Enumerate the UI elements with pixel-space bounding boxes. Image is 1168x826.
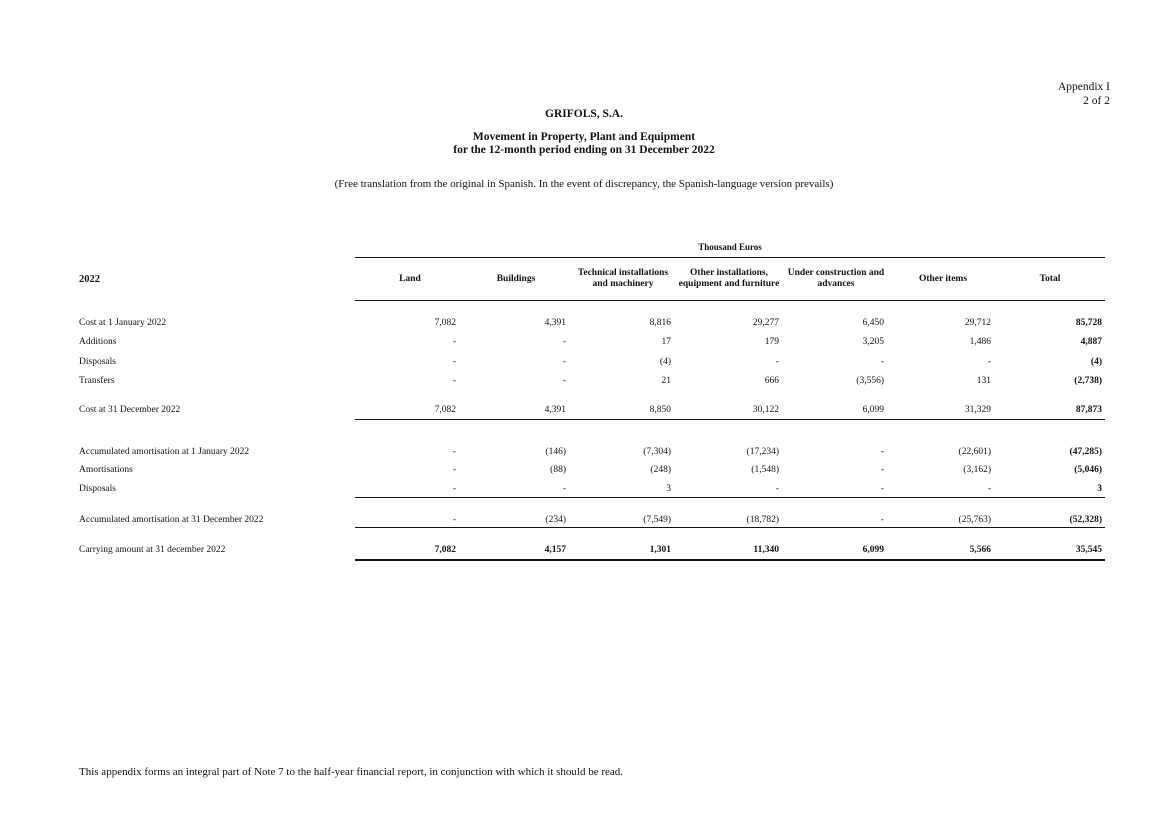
column-header: Technical installations and machinery [577, 268, 669, 289]
appendix-label [1058, 80, 1110, 108]
table-cell: (22,601) [958, 447, 991, 457]
table-cell: 29,712 [964, 318, 991, 328]
table-cell: 1,486 [969, 337, 991, 347]
table-cell: (4) [659, 357, 671, 367]
table-cell: 11,340 [753, 545, 779, 555]
table-cell: - [987, 484, 991, 494]
column-header: Under construction and advances [787, 268, 885, 289]
table-cell: - [775, 357, 779, 367]
table-cell: 3 [666, 484, 671, 494]
table-cell: (47,285) [1069, 447, 1102, 457]
table-cell: 17 [661, 337, 671, 347]
column-header: Land [399, 273, 421, 284]
table-cell: - [562, 376, 566, 386]
table-cell: 4,887 [1080, 337, 1102, 347]
table-cell: 21 [661, 376, 671, 386]
table-cell: - [452, 515, 456, 525]
table-rule [355, 559, 1105, 561]
table-cell: (7,304) [643, 447, 671, 457]
column-header: Total [1039, 273, 1061, 284]
table-cell: 6,099 [862, 405, 884, 415]
table-rule [355, 527, 1105, 528]
row-label: Cost at 31 December 2022 [79, 405, 181, 415]
column-header: Other installations, equipment and furniture [678, 268, 780, 289]
table-cell: (1,548) [751, 465, 779, 475]
table-cell: - [452, 337, 456, 347]
table-cell: 7,082 [434, 318, 456, 328]
title-line-2: for the 12-month period ending on 31 December 2022 [453, 144, 715, 156]
table-cell: 1,301 [649, 545, 671, 555]
table-cell: - [562, 337, 566, 347]
table-cell: (5,046) [1074, 465, 1102, 475]
table-cell: 7,082 [434, 545, 456, 555]
row-label: Carrying amount at 31 december 2022 [79, 545, 226, 555]
table-cell: 7,082 [434, 405, 456, 415]
table-cell: - [452, 484, 456, 494]
table-cell: - [452, 376, 456, 386]
table-cell: - [775, 484, 779, 494]
table-cell: 6,450 [862, 318, 884, 328]
footer-note: This appendix forms an integral part of Note 7 to the half-year financial report, in conjunction with which it should be read. [79, 766, 624, 778]
row-label: Transfers [79, 376, 115, 386]
table-cell: 8,850 [649, 405, 671, 415]
table-cell: (7,549) [643, 515, 671, 525]
table-rule [355, 419, 1105, 420]
table-cell: (146) [545, 447, 566, 457]
column-header: Other items [918, 273, 968, 284]
table-cell: - [880, 357, 884, 367]
table-cell: 8,816 [649, 318, 671, 328]
row-label: Accumulated amortisation at 1 January 2022 [79, 447, 250, 457]
table-cell: 5,566 [969, 545, 991, 555]
table-cell: - [880, 465, 884, 475]
row-label: Accumulated amortisation at 31 December 2022 [79, 515, 264, 525]
table-cell: - [880, 447, 884, 457]
translation-note: (Free translation from the original in Spanish. In the event of discrepancy, the Spanish-language version prevails) [334, 178, 834, 190]
table-cell: (3,556) [856, 376, 884, 386]
table-cell: 131 [976, 376, 991, 386]
table-cell: 30,122 [752, 405, 779, 415]
table-cell: (18,782) [746, 515, 779, 525]
title-line-1: Movement in Property, Plant and Equipment [472, 131, 696, 143]
table-cell: (234) [545, 515, 566, 525]
table-cell: - [562, 357, 566, 367]
page-indicator: 2 of 2 [1083, 95, 1110, 107]
table-cell: 3,205 [862, 337, 884, 347]
document-title [0, 131, 1168, 157]
table-rule [355, 300, 1105, 301]
row-label: Amortisations [79, 465, 133, 475]
table-cell: 85,728 [1075, 318, 1102, 328]
table-cell: 179 [764, 337, 779, 347]
table-cell: - [452, 357, 456, 367]
company-name: GRIFOLS, S.A. [545, 108, 623, 120]
table-cell: 3 [1097, 484, 1102, 494]
table-cell: 666 [764, 376, 779, 386]
table-cell: 6,099 [862, 545, 884, 555]
table-cell: 31,329 [964, 405, 991, 415]
table-cell: 4,157 [544, 545, 566, 555]
table-cell: (248) [650, 465, 671, 475]
table-cell: (25,763) [958, 515, 991, 525]
table-cell: 87,873 [1075, 405, 1102, 415]
row-label: Disposals [79, 357, 116, 367]
table-rule [355, 497, 1105, 498]
table-cell: (3,162) [963, 465, 991, 475]
column-header: Buildings [496, 273, 536, 284]
table-cell: - [452, 465, 456, 475]
unit-header: Thousand Euros [698, 242, 762, 252]
table-cell: (17,234) [746, 447, 779, 457]
table-cell: - [562, 484, 566, 494]
table-cell: 29,277 [752, 318, 779, 328]
appendix-number: Appendix I [1057, 81, 1110, 93]
row-label: Disposals [79, 484, 116, 494]
table-cell: (4) [1090, 357, 1102, 367]
table-cell: 35,545 [1075, 545, 1102, 555]
year-label: 2022 [79, 274, 100, 285]
table-cell: (88) [550, 465, 566, 475]
table-cell: - [987, 357, 991, 367]
table-cell: - [880, 484, 884, 494]
table-cell: 4,391 [544, 405, 566, 415]
row-label: Additions [79, 337, 117, 347]
row-label: Cost at 1 January 2022 [79, 318, 167, 328]
table-cell: - [452, 447, 456, 457]
table-cell: (52,328) [1069, 515, 1102, 525]
table-cell: 4,391 [544, 318, 566, 328]
table-cell: - [880, 515, 884, 525]
table-cell: (2,738) [1074, 376, 1102, 386]
